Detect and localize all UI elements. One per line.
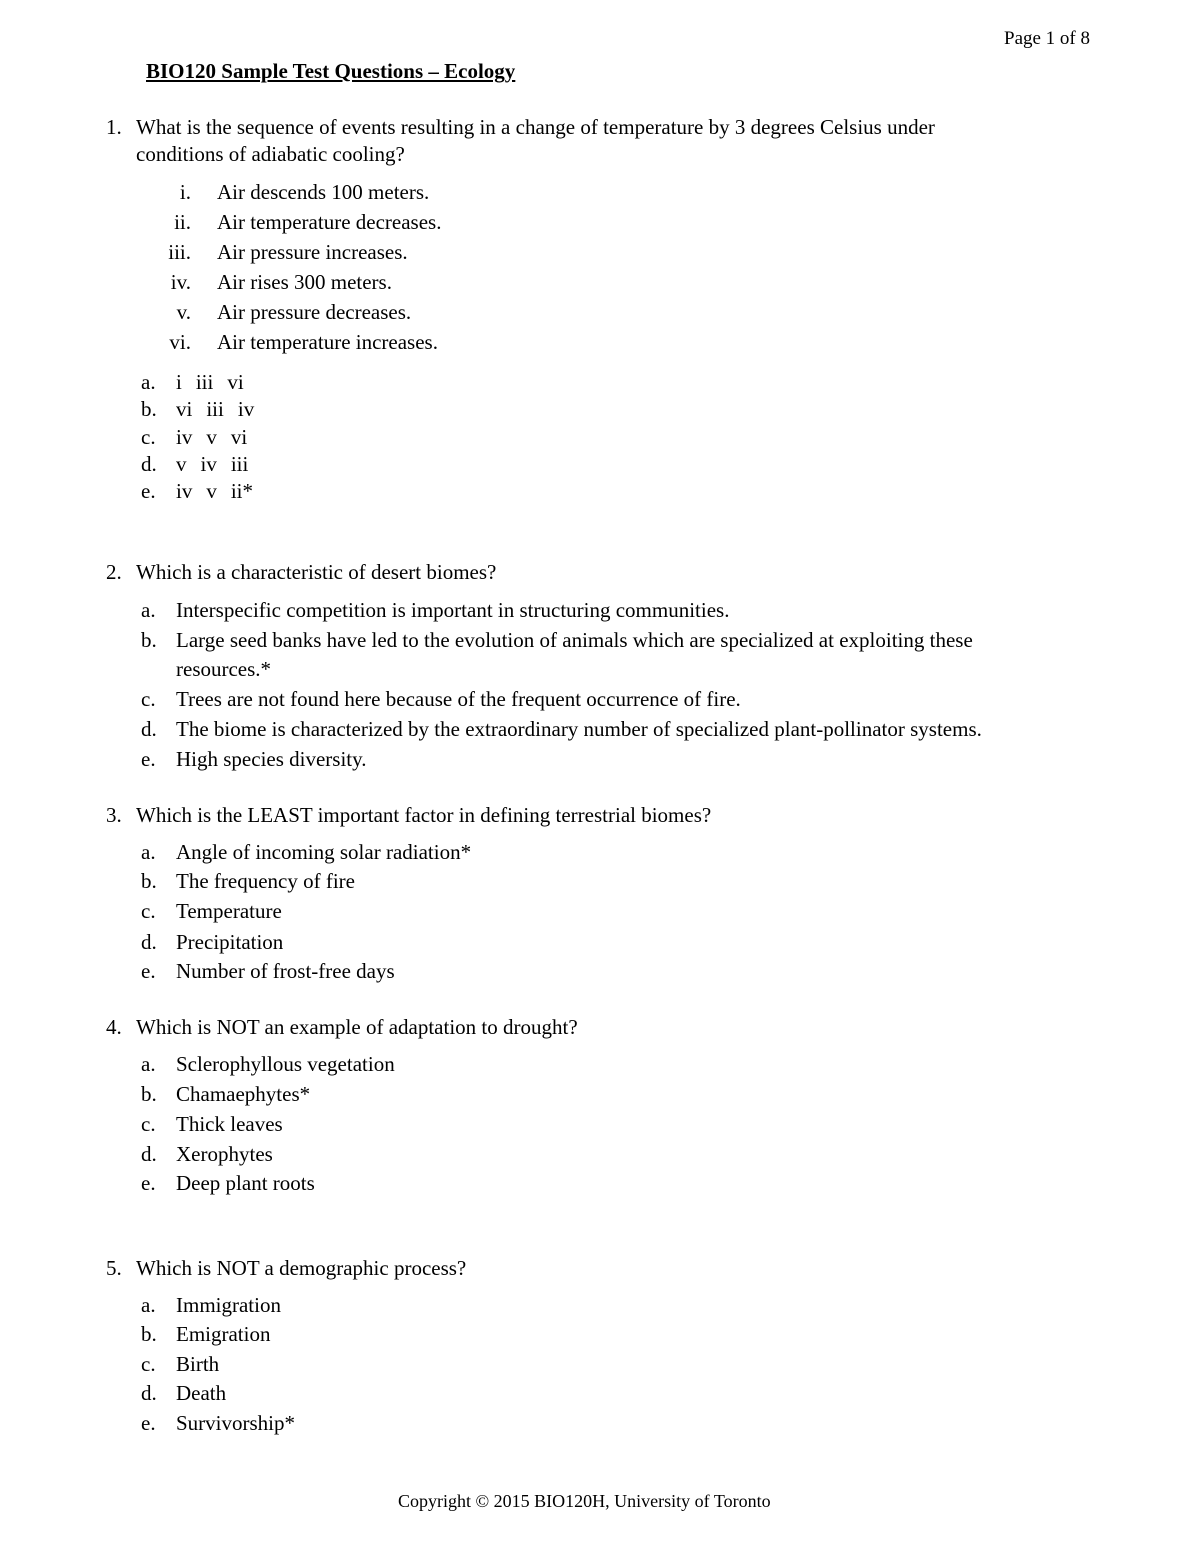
option-label: c.	[141, 425, 156, 449]
roman-label: i.	[179, 180, 191, 204]
roman-label: iv.	[170, 270, 191, 294]
option-label: c.	[141, 1352, 156, 1376]
option-text: Chamaephytes*	[176, 1082, 311, 1106]
option-sequence: i iii vi	[176, 370, 244, 394]
option-label: d.	[141, 1142, 157, 1166]
option-text: Emigration	[176, 1322, 271, 1346]
option-text: Deep plant roots	[176, 1171, 315, 1195]
option-text: High species diversity.	[176, 747, 367, 771]
option-text: Survivorship*	[176, 1411, 296, 1435]
option-label: b.	[141, 1322, 157, 1346]
option-text: Thick leaves	[176, 1112, 283, 1136]
question-text: Which is a characteristic of desert biomes?	[136, 560, 497, 584]
option-text: Angle of incoming solar radiation*	[176, 840, 472, 864]
option-label: e.	[141, 959, 156, 983]
question-number: 1.	[106, 115, 122, 139]
roman-item: Air rises 300 meters.	[217, 270, 392, 294]
option-label: d.	[141, 1381, 157, 1405]
roman-label: iii.	[168, 240, 191, 264]
roman-item: Air temperature decreases.	[217, 210, 442, 234]
question-number: 3.	[106, 803, 122, 827]
option-label: d.	[141, 452, 157, 476]
question-text: Which is NOT a demographic process?	[136, 1256, 467, 1280]
roman-label: vi.	[169, 330, 191, 354]
question-number: 2.	[106, 560, 122, 584]
option-label: b.	[141, 1082, 157, 1106]
option-text: Number of frost-free days	[176, 959, 395, 983]
option-text: The biome is characterized by the extraordinary number of specialized plant-pollinator systems.	[176, 717, 982, 741]
question-number: 4.	[106, 1015, 122, 1039]
question-text: What is the sequence of events resulting in a change of temperature by 3 degrees Celsius under	[136, 115, 935, 139]
option-label: e.	[141, 1171, 156, 1195]
option-label: a.	[141, 598, 156, 622]
page-number: Page 1 of 8	[1004, 28, 1091, 49]
option-label: b.	[141, 397, 157, 421]
option-label: e.	[141, 1411, 156, 1435]
option-label: c.	[141, 899, 156, 923]
option-label: a.	[141, 1293, 156, 1317]
question-text: conditions of adiabatic cooling?	[136, 142, 405, 166]
question-number: 5.	[106, 1256, 122, 1280]
option-label: a.	[141, 370, 156, 394]
option-text: Birth	[176, 1352, 220, 1376]
option-text: Interspecific competition is important in structuring communities.	[176, 598, 730, 622]
option-text: Large seed banks have led to the evolution of animals which are specialized at exploiting these	[176, 628, 973, 652]
question-text: Which is NOT an example of adaptation to drought?	[136, 1015, 578, 1039]
option-text: The frequency of fire	[176, 869, 355, 893]
option-text: Temperature	[176, 899, 282, 923]
option-sequence: iv v vi	[176, 425, 248, 449]
option-text: Xerophytes	[176, 1142, 273, 1166]
option-text: Immigration	[176, 1293, 281, 1317]
option-label: c.	[141, 687, 156, 711]
option-label: a.	[141, 840, 156, 864]
option-text: Trees are not found here because of the frequent occurrence of fire.	[176, 687, 741, 711]
option-text: Death	[176, 1381, 227, 1405]
option-label: e.	[141, 747, 156, 771]
option-label: a.	[141, 1052, 156, 1076]
option-text: Precipitation	[176, 930, 284, 954]
roman-item: Air temperature increases.	[217, 330, 438, 354]
option-label: e.	[141, 479, 156, 503]
option-label: d.	[141, 930, 157, 954]
option-text-continued: resources.*	[176, 657, 272, 681]
option-text: Sclerophyllous vegetation	[176, 1052, 395, 1076]
option-label: d.	[141, 717, 157, 741]
roman-item: Air pressure increases.	[217, 240, 408, 264]
copyright-footer: Copyright © 2015 BIO120H, University of Toronto	[398, 1491, 771, 1511]
option-label: c.	[141, 1112, 156, 1136]
document-title: BIO120 Sample Test Questions – Ecology	[146, 59, 516, 83]
roman-item: Air pressure decreases.	[217, 300, 412, 324]
roman-item: Air descends 100 meters.	[217, 180, 430, 204]
question-text: Which is the LEAST important factor in defining terrestrial biomes?	[136, 803, 712, 827]
roman-label: v.	[176, 300, 191, 324]
option-sequence: v iv iii	[176, 452, 249, 476]
option-label: b.	[141, 628, 157, 652]
option-label: b.	[141, 869, 157, 893]
option-sequence: vi iii iv	[176, 397, 255, 421]
option-sequence: iv v ii*	[176, 479, 254, 503]
roman-label: ii.	[174, 210, 191, 234]
